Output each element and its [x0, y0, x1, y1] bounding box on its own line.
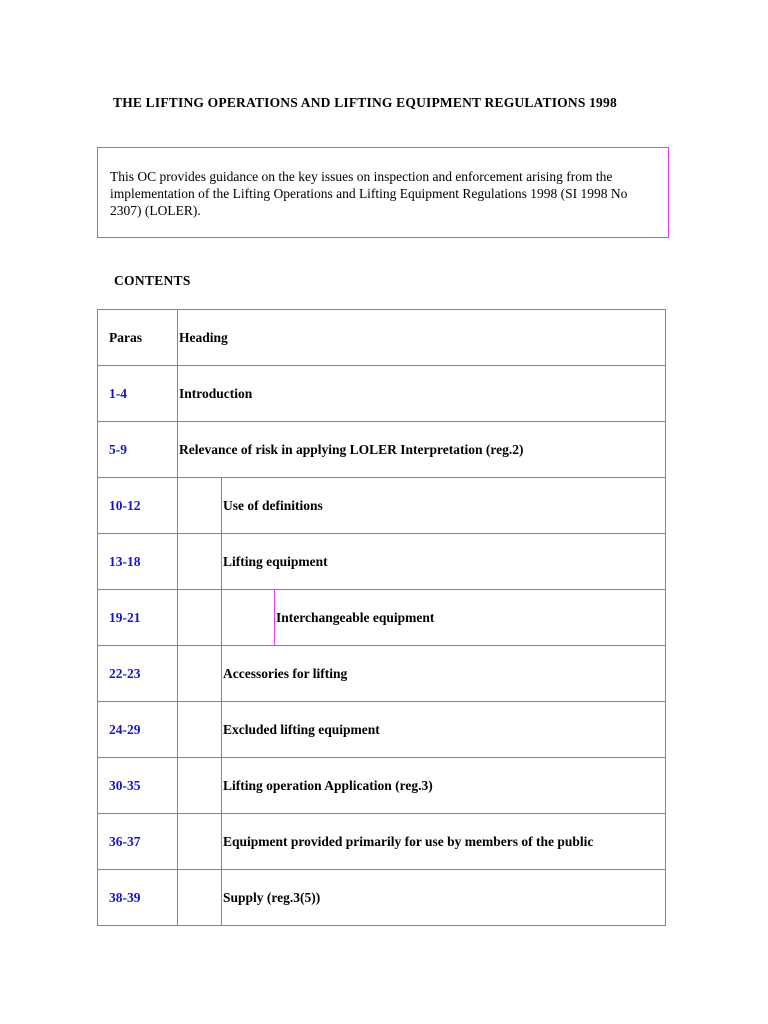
- indent-cell: [178, 870, 222, 926]
- heading-cell: Lifting operation Application (reg.3): [222, 758, 666, 814]
- table-row: [98, 422, 666, 478]
- table-row: [98, 702, 666, 758]
- summary-box: [97, 147, 669, 238]
- paras-link[interactable]: 13-18: [98, 534, 178, 590]
- paras-link[interactable]: 10-12: [98, 478, 178, 534]
- table-row: [98, 590, 666, 646]
- indent-cell: [178, 590, 222, 646]
- table-row: [98, 870, 666, 926]
- paras-link[interactable]: 5-9: [98, 422, 178, 478]
- table-row: [98, 534, 666, 590]
- indent-cell: [222, 590, 275, 646]
- paras-link[interactable]: 38-39: [98, 870, 178, 926]
- contents-heading: CONTENTS: [114, 273, 191, 288]
- heading-cell: Lifting equipment: [222, 534, 666, 590]
- table-header-row: [98, 310, 666, 366]
- indent-cell: [178, 702, 222, 758]
- heading-cell: Use of definitions: [222, 478, 666, 534]
- heading-cell: Excluded lifting equipment: [222, 702, 666, 758]
- paras-link[interactable]: 19-21: [98, 590, 178, 646]
- indent-cell: [178, 534, 222, 590]
- table-row: [98, 478, 666, 534]
- paras-link[interactable]: 36-37: [98, 814, 178, 870]
- table-row: [98, 814, 666, 870]
- heading-cell: Supply (reg.3(5)): [222, 870, 666, 926]
- paras-link[interactable]: 22-23: [98, 646, 178, 702]
- table-row: [98, 758, 666, 814]
- heading-cell: Relevance of risk in applying LOLER Interpretation (reg.2): [178, 422, 666, 478]
- indent-cell: [178, 478, 222, 534]
- document-title: THE LIFTING OPERATIONS AND LIFTING EQUIPMENT REGULATIONS 1998: [113, 95, 617, 110]
- heading-cell: Accessories for lifting: [222, 646, 666, 702]
- table-row: [98, 646, 666, 702]
- paras-link[interactable]: 30-35: [98, 758, 178, 814]
- contents-table: [97, 309, 666, 926]
- indent-cell: [178, 758, 222, 814]
- indent-cell: [178, 646, 222, 702]
- heading-cell: Interchangeable equipment: [275, 590, 666, 646]
- summary-text: This OC provides guidance on the key issues on inspection and enforcement arising from the implementation of the Lifting Operations and Lifting Equipment Regulations 1998 (SI 1998 No 2307) (LOLER).: [110, 169, 628, 218]
- heading-cell: Introduction: [178, 366, 666, 422]
- paras-header: Paras: [98, 310, 178, 366]
- heading-header: Heading: [178, 310, 666, 366]
- table-row: [98, 366, 666, 422]
- indent-cell: [178, 814, 222, 870]
- paras-link[interactable]: 1-4: [98, 366, 178, 422]
- heading-cell: Equipment provided primarily for use by members of the public: [222, 814, 666, 870]
- paras-link[interactable]: 24-29: [98, 702, 178, 758]
